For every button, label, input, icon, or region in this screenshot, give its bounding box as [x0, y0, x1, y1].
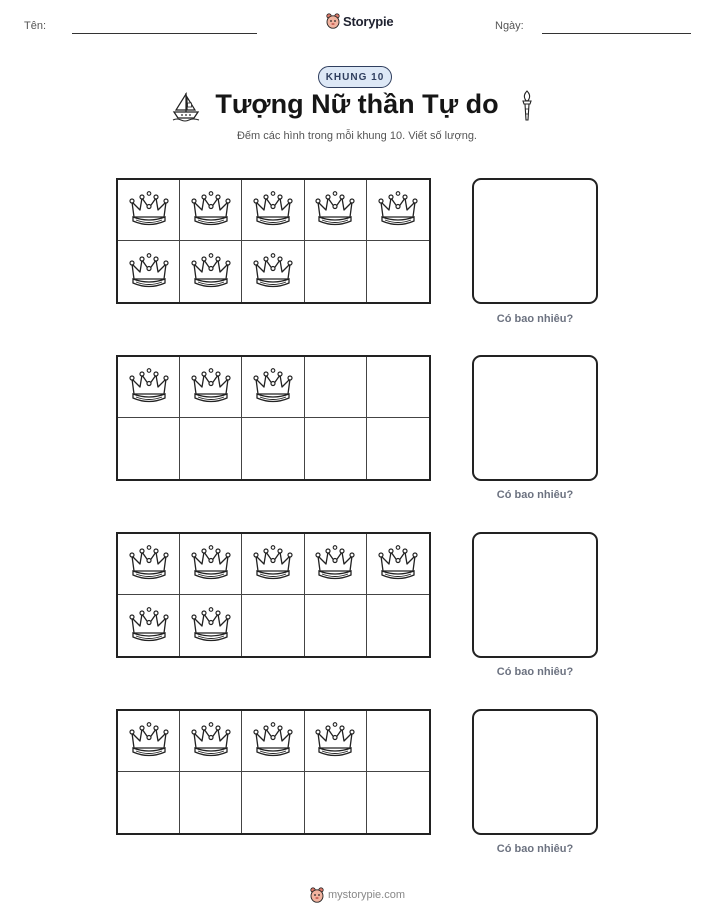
- crown-icon: [190, 607, 232, 645]
- answer-label-3: Có bao nhiêu?: [496, 666, 574, 678]
- answer-box-1[interactable]: [472, 178, 598, 304]
- frame-cell: [118, 711, 180, 772]
- date-line[interactable]: [542, 33, 691, 34]
- crown-icon: [128, 191, 170, 229]
- footer: [309, 887, 405, 903]
- section-badge: KHUNG 10: [318, 66, 392, 88]
- frame-cell: [305, 595, 367, 656]
- answer-box-3[interactable]: [472, 532, 598, 658]
- frame-cell: [242, 180, 304, 241]
- crown-icon: [190, 545, 232, 583]
- torch-icon: [517, 89, 537, 123]
- crown-icon: [190, 191, 232, 229]
- crown-icon: [190, 722, 232, 760]
- brand-name: Storypie: [343, 13, 394, 29]
- date-label: Ngày:: [495, 20, 524, 32]
- frame-cell: [367, 772, 429, 833]
- answer-label-1: Có bao nhiêu?: [496, 313, 574, 325]
- frame-cell: [367, 357, 429, 418]
- frame-cell: [305, 534, 367, 595]
- crown-icon: [377, 191, 419, 229]
- crown-icon: [190, 368, 232, 406]
- frame-cell: [242, 711, 304, 772]
- crown-icon: [314, 545, 356, 583]
- mascot-icon: [326, 13, 340, 29]
- frame-cell: [305, 418, 367, 479]
- crown-icon: [252, 253, 294, 291]
- crown-icon: [128, 722, 170, 760]
- ten-frame-1: [116, 178, 431, 304]
- frame-cell: [367, 418, 429, 479]
- frame-cell: [180, 180, 242, 241]
- frame-cell: [242, 772, 304, 833]
- frame-cell: [180, 418, 242, 479]
- frame-cell: [118, 772, 180, 833]
- crown-icon: [252, 545, 294, 583]
- crown-icon: [252, 368, 294, 406]
- frame-cell: [305, 711, 367, 772]
- mascot-icon: [309, 887, 325, 903]
- frame-cell: [305, 241, 367, 302]
- answer-box-4[interactable]: [472, 709, 598, 835]
- frame-cell: [305, 772, 367, 833]
- crown-icon: [128, 607, 170, 645]
- crown-icon: [314, 191, 356, 229]
- ten-frame-4: [116, 709, 431, 835]
- frame-cell: [367, 180, 429, 241]
- frame-cell: [242, 534, 304, 595]
- frame-cell: [242, 418, 304, 479]
- answer-box-2[interactable]: [472, 355, 598, 481]
- frame-cell: [367, 241, 429, 302]
- frame-cell: [242, 357, 304, 418]
- page-title: Tượng Nữ thần Tự do: [215, 89, 499, 119]
- answer-label-2: Có bao nhiêu?: [496, 489, 574, 501]
- crown-icon: [252, 722, 294, 760]
- answer-label-4: Có bao nhiêu?: [496, 843, 574, 855]
- frame-cell: [242, 595, 304, 656]
- ten-frame-2: [116, 355, 431, 481]
- frame-cell: [180, 711, 242, 772]
- crown-icon: [377, 545, 419, 583]
- crown-icon: [252, 191, 294, 229]
- footer-url: mystorypie.com: [328, 889, 406, 901]
- frame-cell: [180, 241, 242, 302]
- crown-icon: [314, 722, 356, 760]
- crown-icon: [190, 253, 232, 291]
- crown-icon: [128, 545, 170, 583]
- frame-cell: [242, 241, 304, 302]
- frame-cell: [367, 534, 429, 595]
- crown-icon: [128, 253, 170, 291]
- frame-cell: [367, 595, 429, 656]
- frame-cell: [118, 534, 180, 595]
- instructions: Đếm các hình trong mỗi khung 10. Viết số lượng.: [236, 130, 477, 142]
- frame-cell: [118, 418, 180, 479]
- frame-cell: [305, 357, 367, 418]
- ten-frame-3: [116, 532, 431, 658]
- brand-logo: [326, 13, 393, 29]
- frame-cell: [118, 180, 180, 241]
- frame-cell: [367, 711, 429, 772]
- frame-cell: [305, 180, 367, 241]
- frame-cell: [180, 595, 242, 656]
- frame-cell: [118, 241, 180, 302]
- name-line[interactable]: [72, 33, 257, 34]
- frame-cell: [118, 357, 180, 418]
- frame-cell: [180, 534, 242, 595]
- frame-cell: [180, 357, 242, 418]
- name-label: Tên:: [24, 20, 47, 32]
- frame-cell: [180, 772, 242, 833]
- frame-cell: [118, 595, 180, 656]
- crown-icon: [128, 368, 170, 406]
